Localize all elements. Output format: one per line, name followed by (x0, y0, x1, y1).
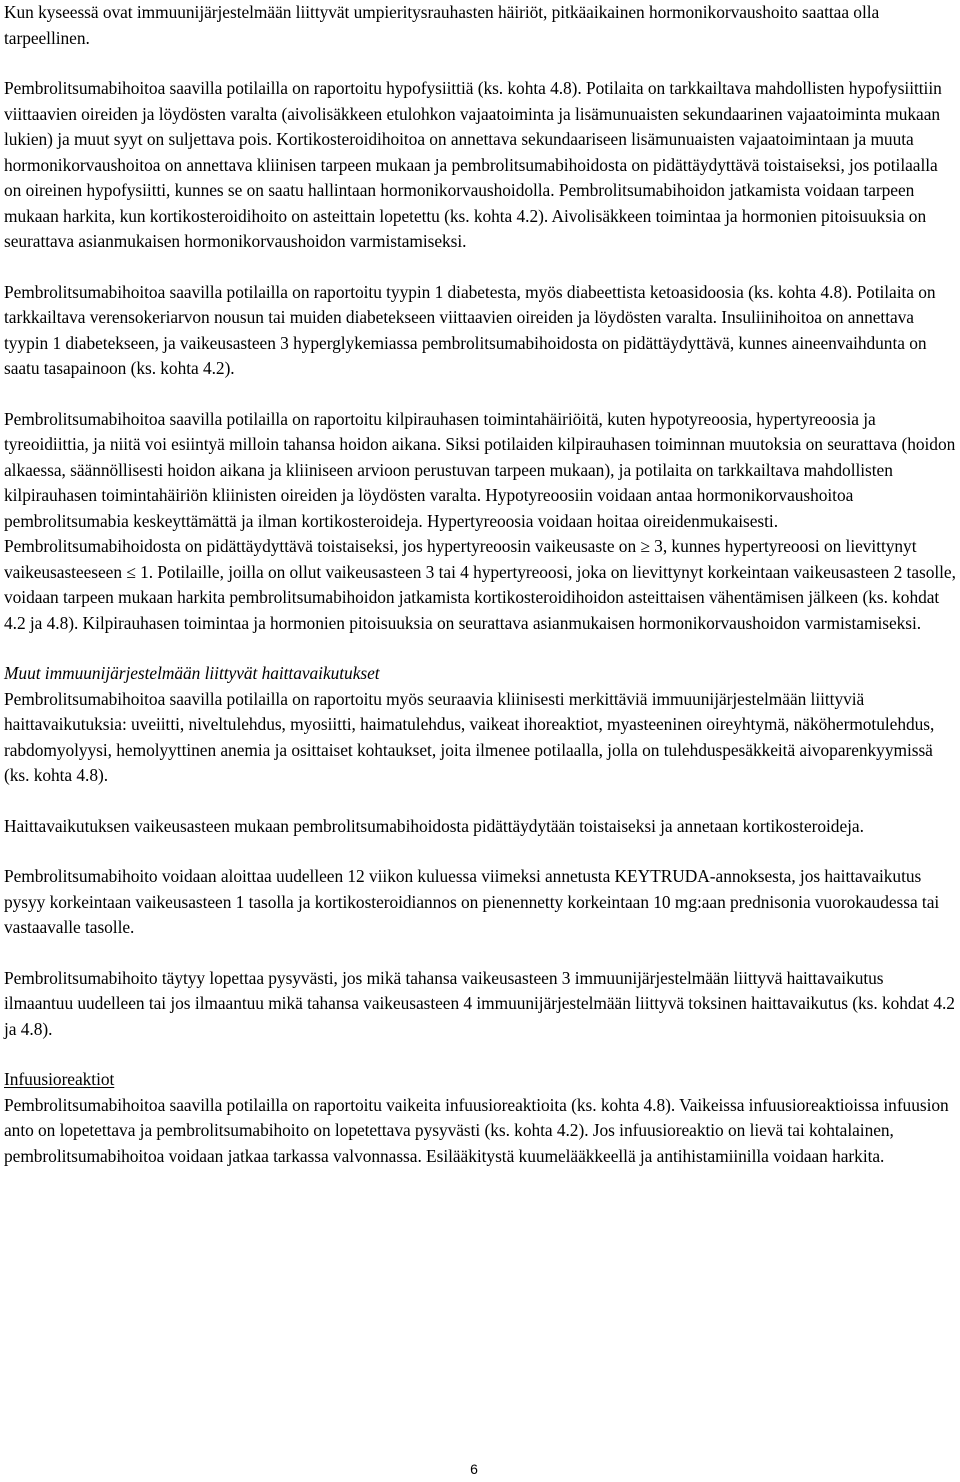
paragraph-other-adverse-reactions: Pembrolitsumabihoitoa saavilla potilailla on raportoitu myös seuraavia kliinisesti merkittäviä immuunijärjestelmään liittyviä haittavaikutuksia: uveiitti, niveltulehdus, myosiitti, haimatulehdus, vaikeat ihoreaktiot, myasteeninen oireyhtymä, näköhermotulehdus, rabdomyolyysi, hemolyyttinen anemia ja osittaiset kohtaukset, joita ilmenee potilaalla, jolla on tulehduspesäkkeitä aivoparenkyymissä (ks. kohta 4.8). (4, 688, 935, 785)
paragraph-hypophysitis: Pembrolitsumabihoitoa saavilla potilailla on raportoitu hypofysiittiä (ks. kohta 4.8). Potilaita on tarkkailtava mahdollisten hypofysiittiin viittaavien oireiden ja löydösten varalta (aivolisäkkeen etulohkon vajaatoiminta ja lisämunuaisten sekundaarinen vajaatoiminta mukaan lukien) ja muut syyt on suljettava pois. Kortikosteroidihoitoa on annettava sekundaariseen lisämunuaisten vajaatoimintaan ja muuta hormonikorvaushoitoa on annettava kliinisen tarpeen mukaan ja pembrolitsumabihoidosta on pidättäydyttävä toistaiseksi, jos potilaalla on oireinen hypofysiitti, kunnes se on saatu hallintaan hormonikorvaushoidolla. Pembrolitsumabihoidon jatkamista voidaan tarpeen mukaan harkita, kun kortikosteroidihoito on asteittain lopetettu (ks. kohta 4.2). Aivolisäkkeen toimintaa ja hormonien pitoisuuksia on seurattava asianmukaisen hormonikorvaushoidon varmistamiseksi. (4, 78, 942, 251)
paragraph-resume-treatment: Pembrolitsumabihoito voidaan aloittaa uudelleen 12 viikon kuluessa viimeksi annetusta KEYTRUDA-annoksesta, jos haittavaikutus pysyy korkeintaan vaikeusasteen 1 tasolla ja kortikosteroidiannos on pienennetty korkeintaan 10 mg:aan prednisonia vuorokaudessa tai vastaavalle tasolle. (4, 866, 940, 937)
heading-infusion-reactions: Infuusioreaktiot (4, 1069, 115, 1089)
document-page (4, 0, 956, 1169)
paragraph-infusion-reactions: Pembrolitsumabihoitoa saavilla potilailla on raportoitu vaikeita infuusioreaktioita (ks. kohta 4.8). Vaikeissa infuusioreaktioissa infuusion anto on lopetettava ja pembrolitsumabihoito on lopetettava pysyvästi (ks. kohta 4.2). Jos infuusioreaktio on lievä tai kohtalainen, pembrolitsumabihoitoa voidaan jatkaa tarkassa valvonnassa. Esilääkitystä kuumelääkkeellä ja antihistamiinilla voidaan harkita. (4, 1094, 949, 1166)
paragraph-hormone-replacement: Kun kyseessä ovat immuunijärjestelmään liittyvät umpieritysrauhasten häiriöt, pitkäaikainen hormonikorvaushoito saattaa olla tarpeellinen. (4, 2, 880, 48)
paragraph-severity-withhold: Haittavaikutuksen vaikeusasteen mukaan pembrolitsumabihoidosta pidättäydytään toistaiseksi ja annetaan kortikosteroideja. (4, 815, 864, 836)
paragraph-type1-diabetes: Pembrolitsumabihoitoa saavilla potilailla on raportoitu tyypin 1 diabetesta, myös diabeettista ketoasidoosia (ks. kohta 4.8). Potilaita on tarkkailtava verensokeriarvon nousun tai muiden diabetekseen viittaavien oireiden ja löydösten varalta. Insuliinihoitoa on annettava tyypin 1 diabetekseen, ja vaikeusasteen 3 hyperglykemiassa pembrolitsumabihoidosta on pidättäydyttävä, kunnes aineenvaihdunta on saatu tasapainoon (ks. kohta 4.2). (4, 281, 936, 378)
paragraph-permanent-discontinuation: Pembrolitsumabihoito täytyy lopettaa pysyvästi, jos mikä tahansa vaikeusasteen 3 immuunijärjestelmään liittyvä haittavaikutus ilmaantuu uudelleen tai jos ilmaantuu mikä tahansa vaikeusasteen 4 immuunijärjestelmään liittyvä toksinen haittavaikutus (ks. kohdat 4.2 ja 4.8). (4, 967, 955, 1039)
paragraph-thyroid-disorders: Pembrolitsumabihoitoa saavilla potilailla on raportoitu kilpirauhasen toimintahäiriöitä, kuten hypotyreoosia, hypertyreoosia ja tyreoidiittia, ja niitä voi esiintyä milloin tahansa hoidon aikana. Siksi potilaiden kilpirauhasen toiminnan muutoksia on seurattava (hoidon alkaessa, säännöllisesti hoidon aikana ja kliiniseen arvioon perustuvan tarpeen mukaan), ja potilaita on tarkkailtava mahdollisten kilpirauhasen toimintahäiriön kliinisten oireiden ja löydösten varalta. Hypotyreoosiin voidaan antaa hormonikorvaushoitoa pembrolitsumabia keskeyttämättä ja ilman kortikosteroideja. Hypertyreoosia voidaan hoitaa oireidenmukaisesti. Pembrolitsumabihoidosta on pidättäydyttävä toistaiseksi, jos hypertyreoosin vaikeusaste on ≥ 3, kunnes hypertyreoosi on lievittynyt vaikeusasteeseen ≤ 1. Potilaille, joilla on ollut vaikeusasteen 3 tai 4 hypertyreoosi, joka on lievittynyt korkeintaan vaikeusasteen 2 tasolle, voidaan tarpeen mukaan harkita pembrolitsumabihoidon jatkamista kortikosteroidihoidon asteittaisen vähentämisen jälkeen (ks. kohdat 4.2 ja 4.8). Kilpirauhasen toimintaa ja hormonien pitoisuuksia on seurattava asianmukaisen hormonikorvaushoidon varmistamiseksi. (4, 408, 956, 633)
page-number: 6 (470, 1461, 478, 1477)
heading-other-immune-adverse-reactions: Muut immuunijärjestelmään liittyvät haittavaikutukset (4, 663, 380, 683)
